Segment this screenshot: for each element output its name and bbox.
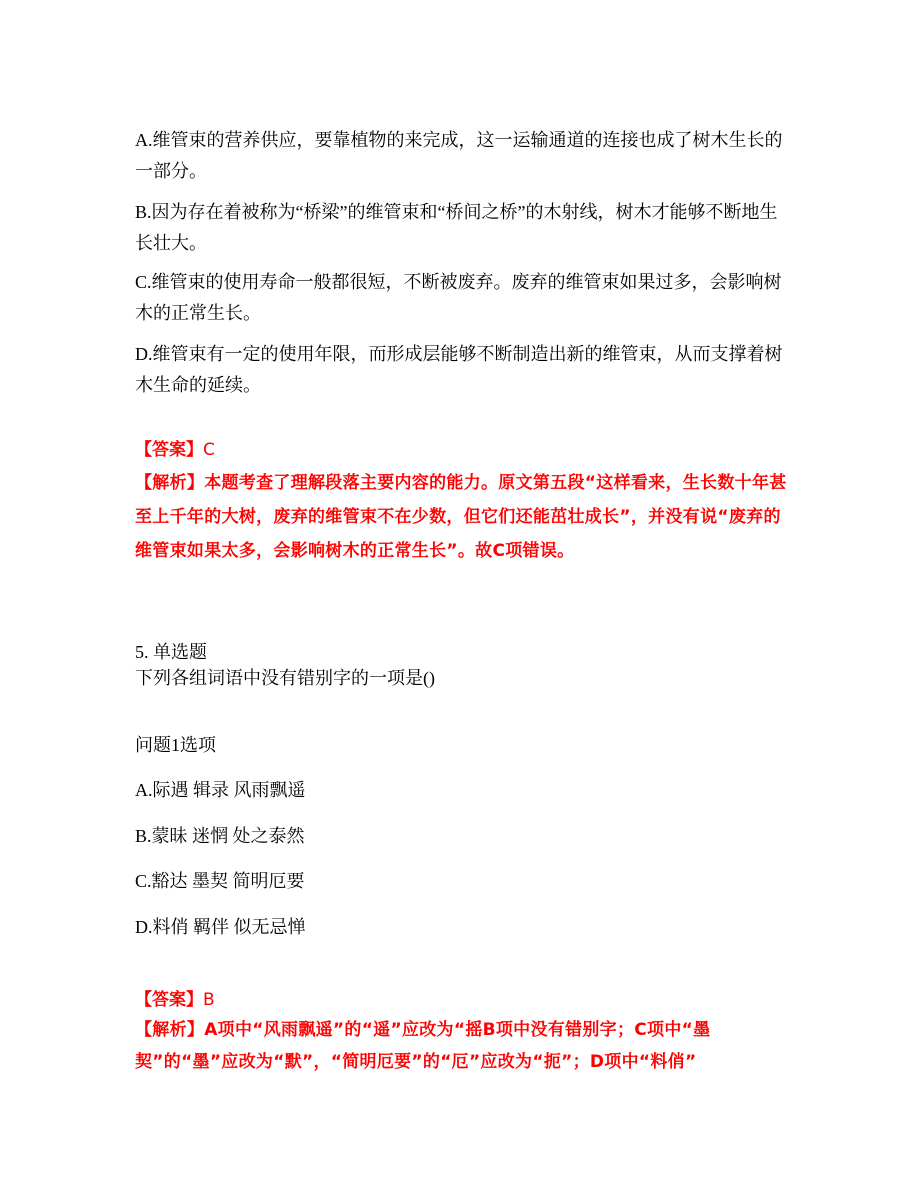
- q5-option-c: C.豁达 墨契 简明厄要: [135, 871, 305, 891]
- q4-answer-label: 【答案】: [135, 440, 203, 460]
- q5-option-a: A.际遇 辑录 风雨飘遥: [135, 780, 306, 800]
- q4-answer-value: C: [203, 440, 215, 460]
- q4-answer: [135, 436, 790, 465]
- q5-option-d: D.料俏 羁伴 似无忌惮: [135, 917, 306, 937]
- q5-answer: [135, 986, 790, 1015]
- q5-number-type: 5. 单选题: [135, 642, 207, 662]
- q4-option-d: D.维管束有一定的使用年限，而形成层能够不断制造出新的维管束，从而支撑着树木生命的延续。: [135, 344, 783, 395]
- q4-option-c: C.维管束的使用寿命一般都很短，不断被废弃。废弃的维管束如果过多，会影响树木的正常生长。: [135, 272, 782, 323]
- q4-option-a: A.维管束的营养供应，要靠植物的来完成，这一运输通道的连接也成了树木生长的一部分。: [135, 130, 783, 181]
- q5-stem: 下列各组词语中没有错别字的一项是(): [135, 668, 435, 688]
- q5-answer-value: B: [203, 990, 215, 1010]
- q5-answer-label: 【答案】: [135, 990, 203, 1010]
- q5-analysis: 【解析】A项中“风雨飘遥”的“遥”应改为“摇B项中没有错别字；C项中“墨契”的“墨”应改为“默”，“简明厄要”的“厄”应改为“扼”；D项中“料俏”: [135, 1020, 711, 1072]
- q4-analysis: 【解析】本题考查了理解段落主要内容的能力。原文第五段“这样看来，生长数十年甚至上千年的大树，废弃的维管束不在少数，但它们还能茁壮成长”，并没有说“废弃的维管束如果太多，会影响树木的正常生长”。故C项错误。: [135, 473, 787, 561]
- q5-sub-heading: 问题1选项: [135, 735, 216, 755]
- q4-option-b: B.因为存在着被称为“桥梁”的维管束和“桥间之桥”的木射线，树木才能够不断地生长壮大。: [135, 202, 778, 253]
- q5-option-b: B.蒙昧 迷惘 处之泰然: [135, 826, 305, 846]
